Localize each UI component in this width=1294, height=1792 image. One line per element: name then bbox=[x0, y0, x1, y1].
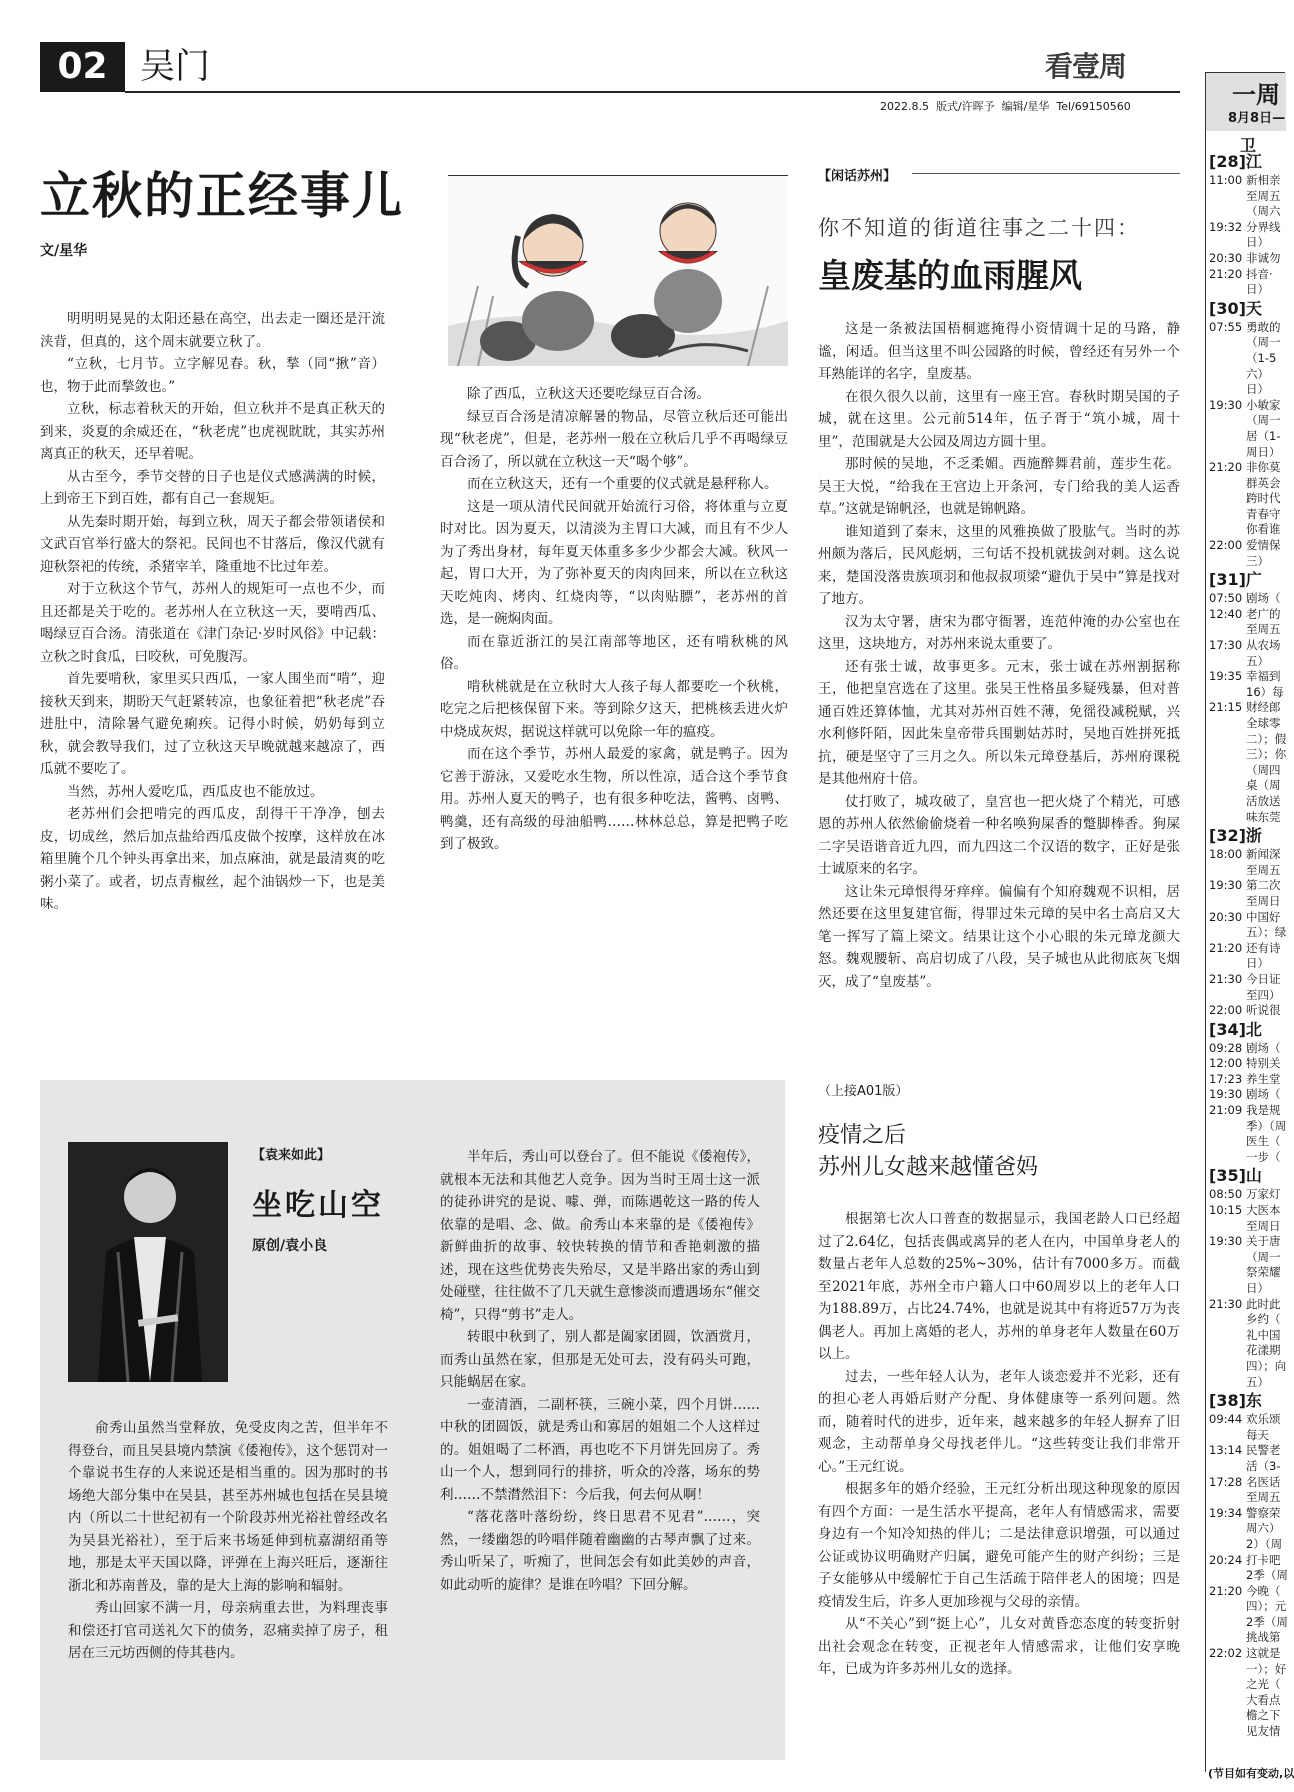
tv-program-item bbox=[1209, 607, 1286, 623]
tv-program-continuation: 桌（周 bbox=[1246, 778, 1281, 793]
tv-program-time: 13:14 bbox=[1209, 1443, 1243, 1458]
article2-kicker: 你不知道的街道往事之二十四： bbox=[818, 216, 1140, 240]
tv-program-continuation: 医生（ bbox=[1246, 1134, 1281, 1149]
tv-program-title: 名医话 bbox=[1246, 1474, 1281, 1489]
tv-channel-heading: [31]广 bbox=[1209, 570, 1262, 590]
tv-program-continuation: 至周日 bbox=[1246, 893, 1281, 908]
tv-program-continuation: （周四 bbox=[1246, 762, 1281, 777]
tv-program-title: 爱情保 bbox=[1246, 538, 1281, 553]
tv-program-title: 民警老 bbox=[1246, 1443, 1281, 1458]
tv-program-item bbox=[1209, 700, 1286, 716]
article3-title-line2: 苏州儿女越来越懂爸妈 bbox=[818, 1155, 1039, 1180]
tv-program-item bbox=[1209, 1103, 1286, 1119]
tv-program-continuation: 每天 bbox=[1246, 1427, 1269, 1442]
tv-program-title: 今晚（ bbox=[1246, 1583, 1281, 1598]
tv-program-title: 万家灯 bbox=[1246, 1187, 1281, 1202]
tv-program-continuation: 居（1- bbox=[1246, 428, 1281, 443]
tv-program-item bbox=[1209, 972, 1286, 988]
tv-guide-header bbox=[1206, 73, 1286, 131]
article2-paragraph: 谁知道到了秦末，这里的风雅换做了股肱气。当时的苏州颇为落后，民风彪炳，三句话不投机就拔剑对刺。这么说来，楚国没落贵族项羽和他叔叔项梁“避仇于吴中”算是找对了地方。 bbox=[818, 523, 1180, 607]
tv-program-time: 21:09 bbox=[1209, 1103, 1243, 1118]
tv-program-item bbox=[1209, 251, 1286, 267]
article3-paragraph: 根据第七次人口普查的数据显示，我国老龄人口已经超过了2.64亿，包括丧偶或离异的老人在内，中国单身老人的数量占老年人总数的25%~30%，估计有7000多万。而截至2021年底，苏州全市户籍人口中60周岁以上的老年人口为188.89万，占比24.74%，也就是说其中有将近57万为丧偶老人。再加上离婚的老人，苏州的单身老年人数量在60万以上。 bbox=[818, 1211, 1180, 1362]
article3-paragraph: 从“不关心”到“挺上心”，儿女对黄昏恋态度的转变折射出社会观念在转变，正视老年人情感需求，让他们安享晚年，已成为许多苏州儿女的选择。 bbox=[818, 1616, 1180, 1677]
tv-channel-heading: [30]天 bbox=[1209, 298, 1262, 318]
article1-paragraph: 首先要啃秋，家里买只西瓜，一家人围坐而“啃”，迎接秋天到来，期盼天气赶紧转凉，也象征着把“秋老虎”吞进肚中，清除暑气避免痢疾。记得小时候，奶奶每到立秋，就会教导我们，过了立秋这天早晚就越来越凉了，西瓜就不要吃了。 bbox=[40, 671, 385, 777]
page-header bbox=[40, 42, 1180, 97]
tv-program-title: 此时此 bbox=[1246, 1296, 1281, 1311]
tv-program-time: 09:28 bbox=[1209, 1040, 1243, 1055]
tv-program-item bbox=[1209, 1506, 1286, 1522]
article4-paragraph: “落花落叶落纷纷，终日思君不见君”……，突然，一缕幽怨的吟唱伴随着幽幽的古琴声飘了过来。秀山听呆了，听痴了，世间怎会有如此美妙的声音，如此动听的旋律？是谁在吟唱？下回分解。 bbox=[440, 1509, 760, 1593]
tv-program-continuation: 群英会 bbox=[1246, 475, 1281, 490]
article2-paragraph: 还有张士诚，故事更多。元末，张士诚在苏州割据称王，他把皇宫选在了这里。张吴王性格虽多疑残暴，但对普通百姓还算体恤，尤其对苏州百姓不薄，免徭役减税赋，兴水利修阡陌，因此朱皇帝带兵围剿姑苏时，吴地百姓拼死抵抗，硬是坚守了三月之久。所以朱元璋登基后，苏州府课税是其他州府十倍。 bbox=[818, 658, 1180, 787]
tv-program-continuation: 五） bbox=[1246, 1374, 1269, 1389]
article1-paragraph: “立秋，七月节。立字解见春。秋，揫（同“揪”音）也，物于此而揫敛也。” bbox=[40, 356, 385, 395]
tv-program-title: 还有诗 bbox=[1246, 940, 1281, 955]
article4-title: 坐吃山空 bbox=[252, 1188, 384, 1223]
watermelon-illustration bbox=[448, 175, 788, 365]
header-band bbox=[125, 42, 1180, 92]
article4-paragraph: 一壶清酒，二副杯筷，三碗小菜，四个月饼……中秋的团圆饭，就是秀山和寡居的姐姐二个人这样过的。姐姐喝了二杯酒，再也吃不下月饼先回房了。秀山一个人，想到同行的排挤，听众的冷落，场东的势利……不禁潸然泪下：今后我，何去何从啊！ bbox=[440, 1396, 760, 1503]
tv-program-title: 这就是 bbox=[1246, 1646, 1281, 1661]
performer-portrait-image bbox=[68, 1142, 228, 1382]
tv-channel-heading: [34]北 bbox=[1209, 1019, 1262, 1039]
tv-program-item bbox=[1209, 320, 1286, 336]
tv-program-title: 第二次 bbox=[1246, 878, 1281, 893]
tv-program-continuation: 日） bbox=[1246, 1281, 1269, 1295]
tv-program-time: 17:23 bbox=[1209, 1071, 1243, 1086]
article1-paragraph: 明明明晃晃的太阳还悬在高空，出去走一圈还是汗流浃背，但真的，这个周末就要立秋了。 bbox=[40, 311, 385, 350]
tv-program-continuation: 三） bbox=[1246, 553, 1269, 568]
tv-program-continuation: （周一 bbox=[1246, 413, 1281, 428]
tv-program-time: 17:30 bbox=[1209, 638, 1243, 653]
tv-program-title: 老广的 bbox=[1246, 606, 1281, 621]
tv-program-time: 20:30 bbox=[1209, 909, 1243, 924]
tv-program-item bbox=[1209, 1003, 1286, 1019]
tv-program-title: 中国好 bbox=[1246, 909, 1281, 924]
tv-program-time: 19:32 bbox=[1209, 219, 1243, 234]
tv-program-title: 抖音· bbox=[1246, 266, 1273, 281]
tv-program-continuation: 四）；向 bbox=[1246, 1358, 1287, 1373]
article3-paragraph: 根据多年的婚介经验，王元红分析出现这种现象的原因有四个方面：一是生活水平提高，老年人有情感需求，需要身边有一个知冷知热的伴儿；二是法律意识增强，可以通过公证或协议明确财产归属，避免可能产生的财产纠纷；三是子女能够从中缓解忙于自己生活疏于陪伴老人的困境；四是疫情发生后，许多人更加珍视与父母的亲情。 bbox=[818, 1481, 1180, 1610]
tv-program-title: 新相亲 bbox=[1246, 173, 1281, 187]
article2-tag: 【闲话苏州】 bbox=[818, 169, 897, 184]
article2-body bbox=[818, 318, 1180, 993]
tv-program-item bbox=[1209, 1475, 1286, 1491]
tv-program-list bbox=[1209, 151, 1286, 1740]
article1-paragraph: 从古至今，季节交替的日子也是仪式感满满的时候，上到帝王下到百姓，都有自己一套规矩。 bbox=[40, 468, 385, 507]
tv-program-title: 警察荣 bbox=[1246, 1505, 1281, 1520]
tv-program-continuation: 2季（周 bbox=[1246, 1568, 1288, 1583]
article1-col2 bbox=[440, 383, 788, 856]
tv-program-time: 22:00 bbox=[1209, 1003, 1243, 1018]
tv-program-continuation: 周日） bbox=[1246, 444, 1281, 459]
article1-title: 立秋的正经事儿 bbox=[40, 166, 404, 225]
author-photo bbox=[68, 1142, 228, 1382]
tv-program-title: 非你莫 bbox=[1246, 460, 1281, 475]
tv-program-item bbox=[1209, 1646, 1286, 1662]
tv-program-item bbox=[1209, 267, 1286, 283]
tv-program-time: 21:15 bbox=[1209, 700, 1243, 715]
tv-program-continuation: 檐之下 bbox=[1246, 1708, 1281, 1723]
tv-channel-heading: [28]江 bbox=[1209, 152, 1262, 171]
tv-program-continuation: 五） bbox=[1246, 653, 1269, 668]
article1-paragraph: 而在立秋这天，还有一个重要的仪式就是悬秤称人。 bbox=[467, 476, 778, 492]
tv-program-time: 10:15 bbox=[1209, 1203, 1243, 1218]
tv-program-time: 22:00 bbox=[1209, 538, 1243, 553]
tv-program-time: 19:34 bbox=[1209, 1505, 1243, 1520]
tv-program-time: 19:35 bbox=[1209, 669, 1243, 684]
tv-program-continuation: 活放送 bbox=[1246, 793, 1281, 808]
tv-program-title: 大医本 bbox=[1246, 1203, 1281, 1218]
article2-paragraph: 这让朱元璋恨得牙痒痒。偏偏有个知府魏观不识相，居然还要在这里复建官衙，得罪过朱元璋的吴中名士高启又大笔一挥写了篇上梁文。结果让这个小心眼的朱元璋龙颜大怒。魏观腰斩、高启切成了八段，吴子城也从此彻底灰飞烟灭，成了“皇废基”。 bbox=[818, 883, 1180, 990]
tv-program-item bbox=[1209, 591, 1286, 607]
tv-program-title: 剧场（ bbox=[1246, 1040, 1281, 1055]
article1-paragraph: 除了西瓜，立秋这天还要吃绿豆百合汤。 bbox=[467, 386, 710, 402]
tv-program-time: 09:44 bbox=[1209, 1412, 1243, 1427]
tv-program-time: 19:30 bbox=[1209, 1087, 1243, 1102]
tv-program-continuation: 16）每 bbox=[1246, 684, 1284, 699]
tv-program-continuation: 大看点 bbox=[1246, 1692, 1281, 1707]
tv-program-continuation: 至周日 bbox=[1246, 1218, 1281, 1233]
tv-program-time: 08:50 bbox=[1209, 1187, 1243, 1202]
tv-program-item bbox=[1209, 910, 1286, 926]
tv-program-title: 非诚勿 bbox=[1246, 250, 1281, 265]
tv-program-continuation: 青春守 bbox=[1246, 506, 1281, 521]
article2-title: 皇废基的血雨腥风 bbox=[818, 256, 1082, 295]
tv-program-time: 22:02 bbox=[1209, 1646, 1243, 1661]
article4-paragraph: 转眼中秋到了，别人都是阖家团圆，饮酒赏月，而秀山虽然在家，但那是无处可去，没有码头可跑，只能蜗居在家。 bbox=[440, 1329, 760, 1390]
tv-program-time: 07:50 bbox=[1209, 591, 1243, 606]
tv-program-continuation: 六） bbox=[1246, 366, 1269, 381]
article4-paragraph: 俞秀山虽然当堂释放，免受皮肉之苦，但半年不得登台，而且吴县境内禁演《倭袍传》，这个惩罚对一个靠说书生存的人来说还是相当重的。因为那时的书场绝大部分集中在吴县，甚至苏州城也包括在吴县境内（所以二十世纪初有一个阶段苏州光裕社曾经改名为吴县光裕社），至于后来书场延伸到杭嘉湖绍甬等地，那是太平天国以降，评弹在上海兴旺后，逐渐往浙北和苏南普及，靠的是大上海的影响和辐射。 bbox=[68, 1420, 388, 1594]
tv-program-item bbox=[1209, 669, 1286, 685]
article2-paragraph: 这是一条被法国梧桐遮掩得小资情调十足的马路，静谧，闲适。但当这里不叫公园路的时候，曾经还有另外一个耳熟能详的名字，皇废基。 bbox=[818, 321, 1180, 382]
tv-program-continuation: 二）；假 bbox=[1246, 731, 1287, 746]
tv-program-time: 21:20 bbox=[1209, 266, 1243, 281]
tv-program-title: 小敏家 bbox=[1246, 397, 1281, 412]
tv-program-time: 17:28 bbox=[1209, 1474, 1243, 1489]
tv-program-continuation: 至周五 bbox=[1246, 1490, 1281, 1505]
tv-program-title: 欢乐颂 bbox=[1246, 1412, 1281, 1427]
tv-channel-heading: [32]浙 bbox=[1209, 826, 1262, 846]
tv-program-item bbox=[1209, 1187, 1286, 1203]
tv-program-time: 21:30 bbox=[1209, 1296, 1243, 1311]
tv-program-continuation: 花漾期 bbox=[1246, 1343, 1281, 1358]
tv-program-continuation: 至周五 bbox=[1246, 622, 1281, 637]
article1-byline: 文/星华 bbox=[40, 243, 88, 259]
tv-program-time: 21:30 bbox=[1209, 971, 1243, 986]
article4-paragraph: 半年后，秀山可以登台了。但不能说《倭袍传》，就根本无法和其他艺人竞争。因为当时王周士这一派的徒孙讲究的是说、噱、弹，而陈遇乾这一路的传人依靠的是唱、念、做。俞秀山本来靠的是《倭袍传》新鲜曲折的故事、较快转换的情节和香艳刺激的描述，现在这些优势丧失殆尽，又是半路出家的秀山到处碰壁，往往做不了几天就生意惨淡而遭遇场东“催交椅”，只得“剪书”走人。 bbox=[440, 1149, 760, 1323]
article4-paragraph: 秀山回家不满一月，母亲病重去世，为料理丧事和偿还打官司送礼欠下的债务，忍痛卖掉了房子，租居在三元坊西侧的侍其巷内。 bbox=[68, 1600, 388, 1661]
tv-program-item bbox=[1209, 1584, 1286, 1600]
page-number: 02 bbox=[40, 42, 125, 92]
tv-program-title: 听说很 bbox=[1246, 1003, 1281, 1018]
article2-rule bbox=[912, 173, 1180, 174]
tv-program-item bbox=[1209, 1297, 1286, 1313]
tv-program-continuation: 一）；好 bbox=[1246, 1661, 1287, 1676]
article1-paragraph: 而在靠近浙江的吴江南部等地区，还有啃秋桃的风俗。 bbox=[440, 633, 788, 672]
tv-program-continuation: 之光（ bbox=[1246, 1677, 1281, 1692]
tv-program-time: 12:40 bbox=[1209, 606, 1243, 621]
tv-program-title: 打卡吧 bbox=[1246, 1552, 1281, 1567]
tv-guide-sub: 卫 bbox=[1240, 136, 1257, 155]
header-meta: 2022.8.5 版式/许晖予 编辑/星华 Tel/69150560 bbox=[880, 100, 1131, 113]
article1-paragraph: 老苏州们会把啃完的西瓜皮，刮得干干净净，刨去皮，切成丝，然后加点盐给西瓜皮做个按摩，这样放在冰箱里腌个几个钟头再拿出来，加点麻油，就是最清爽的吃粥小菜了。或者，切点青椒丝，起个油锅炒一下，也是美味。 bbox=[40, 806, 385, 912]
tv-program-continuation: 三）；你 bbox=[1246, 747, 1287, 762]
tv-channel-heading: [38]东 bbox=[1209, 1391, 1262, 1411]
tv-program-item bbox=[1209, 847, 1286, 863]
tv-program-continuation: 乡约（ bbox=[1246, 1312, 1281, 1327]
tv-program-time: 20:24 bbox=[1209, 1552, 1243, 1567]
tv-program-continuation: （1-5 bbox=[1246, 350, 1277, 365]
tv-program-item bbox=[1209, 460, 1286, 476]
tv-program-continuation: （周六 bbox=[1246, 204, 1281, 219]
tv-program-title: 关于唐 bbox=[1246, 1234, 1281, 1249]
tv-program-title: 剧场（ bbox=[1246, 1087, 1281, 1102]
tv-program-continuation: 活（3- bbox=[1246, 1458, 1281, 1473]
tv-program-item bbox=[1209, 1087, 1286, 1103]
tv-channel-heading: [35]山 bbox=[1209, 1166, 1262, 1186]
tv-guide-panel bbox=[1205, 72, 1294, 1780]
tv-program-continuation: 一步（ bbox=[1246, 1149, 1281, 1164]
tv-program-item bbox=[1209, 1412, 1286, 1428]
tv-program-continuation: 挑战第 bbox=[1246, 1630, 1281, 1645]
tv-program-title: 从农场 bbox=[1246, 638, 1281, 653]
tv-program-title: 今日证 bbox=[1246, 971, 1281, 986]
tv-program-time: 19:30 bbox=[1209, 1234, 1243, 1249]
tv-program-continuation: 见友情 bbox=[1246, 1724, 1281, 1739]
article3-paragraph: 过去，一些年轻人认为，老年人谈恋爱并不光彩，还有的担心老人再婚后财产分配、身体健康等一系列问题。然而，随着时代的进步，近年来，越来越多的年轻人摒弃了旧观念，主动帮单身父母找老伴儿。“这些转变让我们非常开心。”王元红说。 bbox=[818, 1368, 1180, 1475]
article1-paragraph: 绿豆百合汤是清凉解暑的物品，尽管立秋后还可能出现“秋老虎”，但是，老苏州一般在立秋后几乎不再喝绿豆百合汤了，所以就在立秋这一天“喝个够”。 bbox=[440, 408, 788, 470]
brand-logo: 看壹周 bbox=[1045, 50, 1127, 83]
tv-program-title: 幸福到 bbox=[1246, 669, 1281, 684]
tv-program-time: 07:55 bbox=[1209, 319, 1243, 334]
tv-program-title: 养生堂 bbox=[1246, 1071, 1281, 1086]
tv-program-item bbox=[1209, 538, 1286, 554]
article4-col2 bbox=[440, 1146, 760, 1596]
tv-program-time: 12:00 bbox=[1209, 1056, 1243, 1071]
tv-program-continuation: 至周五 bbox=[1246, 188, 1281, 203]
tv-program-item bbox=[1209, 1056, 1286, 1072]
tv-program-item bbox=[1209, 398, 1286, 414]
tv-program-item bbox=[1209, 878, 1286, 894]
article1-paragraph: 对于立秋这个节气，苏州人的规矩可一点也不少，而且还都是关于吃的。老苏州人在立秋这一天，要啃西瓜、喝绿豆百合汤。清张道在《津门杂记·岁时风俗》中记载：立秋之时食瓜，曰咬秋，可免腹泻。 bbox=[40, 581, 385, 665]
tv-program-continuation: 2季（周 bbox=[1246, 1614, 1288, 1629]
tv-program-item bbox=[1209, 941, 1286, 957]
tv-program-title: 分界线 bbox=[1246, 219, 1281, 234]
tv-program-continuation: 日） bbox=[1246, 382, 1269, 397]
header-rule bbox=[125, 91, 1180, 93]
tv-program-time: 19:30 bbox=[1209, 878, 1243, 893]
article1-paragraph: 当然，苏州人爱吃瓜，西瓜皮也不能放过。 bbox=[67, 783, 324, 800]
tv-program-item bbox=[1209, 1041, 1286, 1057]
tv-program-title: 剧场（ bbox=[1246, 591, 1281, 606]
article4-col1 bbox=[68, 1417, 388, 1665]
tv-program-continuation: 五）；绿 bbox=[1246, 925, 1287, 940]
tv-program-continuation: 2）（周 bbox=[1246, 1536, 1283, 1551]
tv-program-item bbox=[1209, 1234, 1286, 1250]
tv-program-time: 21:20 bbox=[1209, 1583, 1243, 1598]
tv-program-item bbox=[1209, 1443, 1286, 1459]
tv-program-time: 20:30 bbox=[1209, 250, 1243, 265]
tv-program-continuation: 四）；元 bbox=[1246, 1599, 1287, 1614]
tv-program-item bbox=[1209, 220, 1286, 236]
tv-program-time: 19:30 bbox=[1209, 397, 1243, 412]
tv-program-time: 11:00 bbox=[1209, 173, 1243, 187]
tv-program-item bbox=[1209, 1553, 1286, 1569]
article1-paragraph: 啃秋桃就是在立秋时大人孩子每人都要吃一个秋桃，吃完之后把核保留下来。等到除夕这天，把桃核丢进火炉中烧成灰烬，据说这样就可以免除一年的瘟疫。 bbox=[440, 678, 788, 740]
tv-program-continuation: 季）（周 bbox=[1246, 1118, 1287, 1133]
article2-paragraph: 在很久很久以前，这里有一座王宫。春秋时期吴国的子城，就在这里。公元前514年，伍子胥于“筑小城，周十里”，范围就是大公园及周边方圆十里。 bbox=[818, 388, 1180, 450]
article1-paragraph: 从先秦时期开始，每到立秋，周天子都会带领诸侯和文武百官举行盛大的祭祀。民间也不甘落后，像汉代就有迎秋祭祀的传统，杀猪宰羊，隆重地不比过年差。 bbox=[40, 513, 385, 575]
tv-program-continuation: 你看谁 bbox=[1246, 522, 1281, 537]
tv-program-time: 18:00 bbox=[1209, 847, 1243, 862]
tv-guide-footer: (节目如有变动,以 bbox=[1208, 1767, 1294, 1780]
tv-program-continuation: 日） bbox=[1246, 282, 1269, 297]
tv-program-continuation: （周一 bbox=[1246, 335, 1281, 350]
article4-tag: 【袁来如此】 bbox=[252, 1148, 331, 1163]
article1-paragraph: 而在这个季节，苏州人最爱的家禽，就是鸭子。因为它善于游泳，又爱吃水生物，所以性凉，适合这个季节食用。苏州人夏天的鸭子，也有很多种吃法，酱鸭、卤鸭、鸭羹，还有高级的母油船鸭……林林总总，算是把鸭子吃到了极致。 bbox=[440, 746, 788, 852]
tv-program-title: 我是规 bbox=[1246, 1103, 1281, 1118]
kids-eating-watermelon-image bbox=[448, 176, 788, 366]
article2-paragraph: 那时候的吴地，不乏柔媚。西施醉舞君前，莲步生花。吴王大悦，“给我在王宫边上开条河，专门给我的美人运香草。”这就是锦帆泾，也就是锦帆路。 bbox=[818, 456, 1180, 517]
tv-program-continuation: 至周五 bbox=[1246, 862, 1281, 877]
section-title: 吴门 bbox=[140, 47, 211, 87]
tv-program-item bbox=[1209, 1072, 1286, 1088]
tv-program-title: 勇敢的 bbox=[1246, 319, 1281, 334]
tv-program-continuation: 跨时代 bbox=[1246, 491, 1281, 506]
tv-program-continuation: 礼中国 bbox=[1246, 1327, 1281, 1342]
tv-program-title: 财经郎 bbox=[1246, 700, 1281, 715]
article1-col1 bbox=[40, 308, 385, 916]
tv-program-title: 新闻深 bbox=[1246, 847, 1281, 862]
tv-program-continuation: 日） bbox=[1246, 956, 1269, 971]
tv-program-item bbox=[1209, 638, 1286, 654]
article1-paragraph: 立秋，标志着秋天的开始，但立秋并不是真正秋天的到来，炎夏的余威还在，“秋老虎”也虎视眈眈，其实苏州离真正的秋天，还早着呢。 bbox=[40, 401, 385, 462]
tv-guide-date: 8月8日— bbox=[1228, 111, 1286, 126]
tv-program-time: 21:20 bbox=[1209, 460, 1243, 475]
article2-paragraph: 仗打败了，城攻破了，皇宫也一把火烧了个精光，可感恩的苏州人依然偷偷烧着一种名唤狗屎香的蹩脚棒香。狗屎二字吴语谐音近九四，而九四这二个汉语的数字，正好是张士诚原来的名字。 bbox=[818, 793, 1180, 877]
tv-program-title: 特别关 bbox=[1246, 1056, 1281, 1071]
tv-program-continuation: 全球零 bbox=[1246, 716, 1281, 730]
tv-program-continuation: 祭荣耀 bbox=[1246, 1265, 1281, 1280]
article3-tag: （上接A01版） bbox=[818, 1084, 909, 1099]
article3-title-line1: 疫情之后 bbox=[818, 1123, 907, 1148]
tv-program-time: 21:20 bbox=[1209, 940, 1243, 955]
article1-paragraph: 这是一项从清代民间就开始流行习俗，将体重与立夏时对比。因为夏天，以清淡为主胃口大减，而且有不少人为了秀出身材，每年夏天体重多多少少都会大减。秋风一起，胃口大开，为了弥补夏天的肉肉回来，所以在立秋这天吃炖肉、烤肉、红烧肉等，“以肉贴膘”，老苏州的首选，是一碗焖肉面。 bbox=[440, 498, 788, 627]
tv-program-item bbox=[1209, 1203, 1286, 1219]
article4-box bbox=[40, 1080, 785, 1760]
tv-program-item bbox=[1209, 173, 1286, 189]
article2-paragraph: 汉为太守署，唐宋为郡守衙署，连范仲淹的办公室也在这里，这块地方，对苏州来说太重要了。 bbox=[818, 613, 1180, 652]
tv-program-continuation: 日） bbox=[1246, 235, 1269, 250]
article3-body bbox=[818, 1208, 1180, 1681]
article4-byline: 原创/袁小良 bbox=[252, 1238, 328, 1254]
tv-program-continuation: （周一 bbox=[1246, 1249, 1281, 1264]
tv-program-continuation: 周六） bbox=[1246, 1521, 1281, 1536]
tv-program-continuation: 味东莞 bbox=[1246, 809, 1281, 824]
tv-program-continuation: 至四） bbox=[1246, 987, 1281, 1002]
tv-guide-title: 一周 bbox=[1232, 81, 1280, 109]
